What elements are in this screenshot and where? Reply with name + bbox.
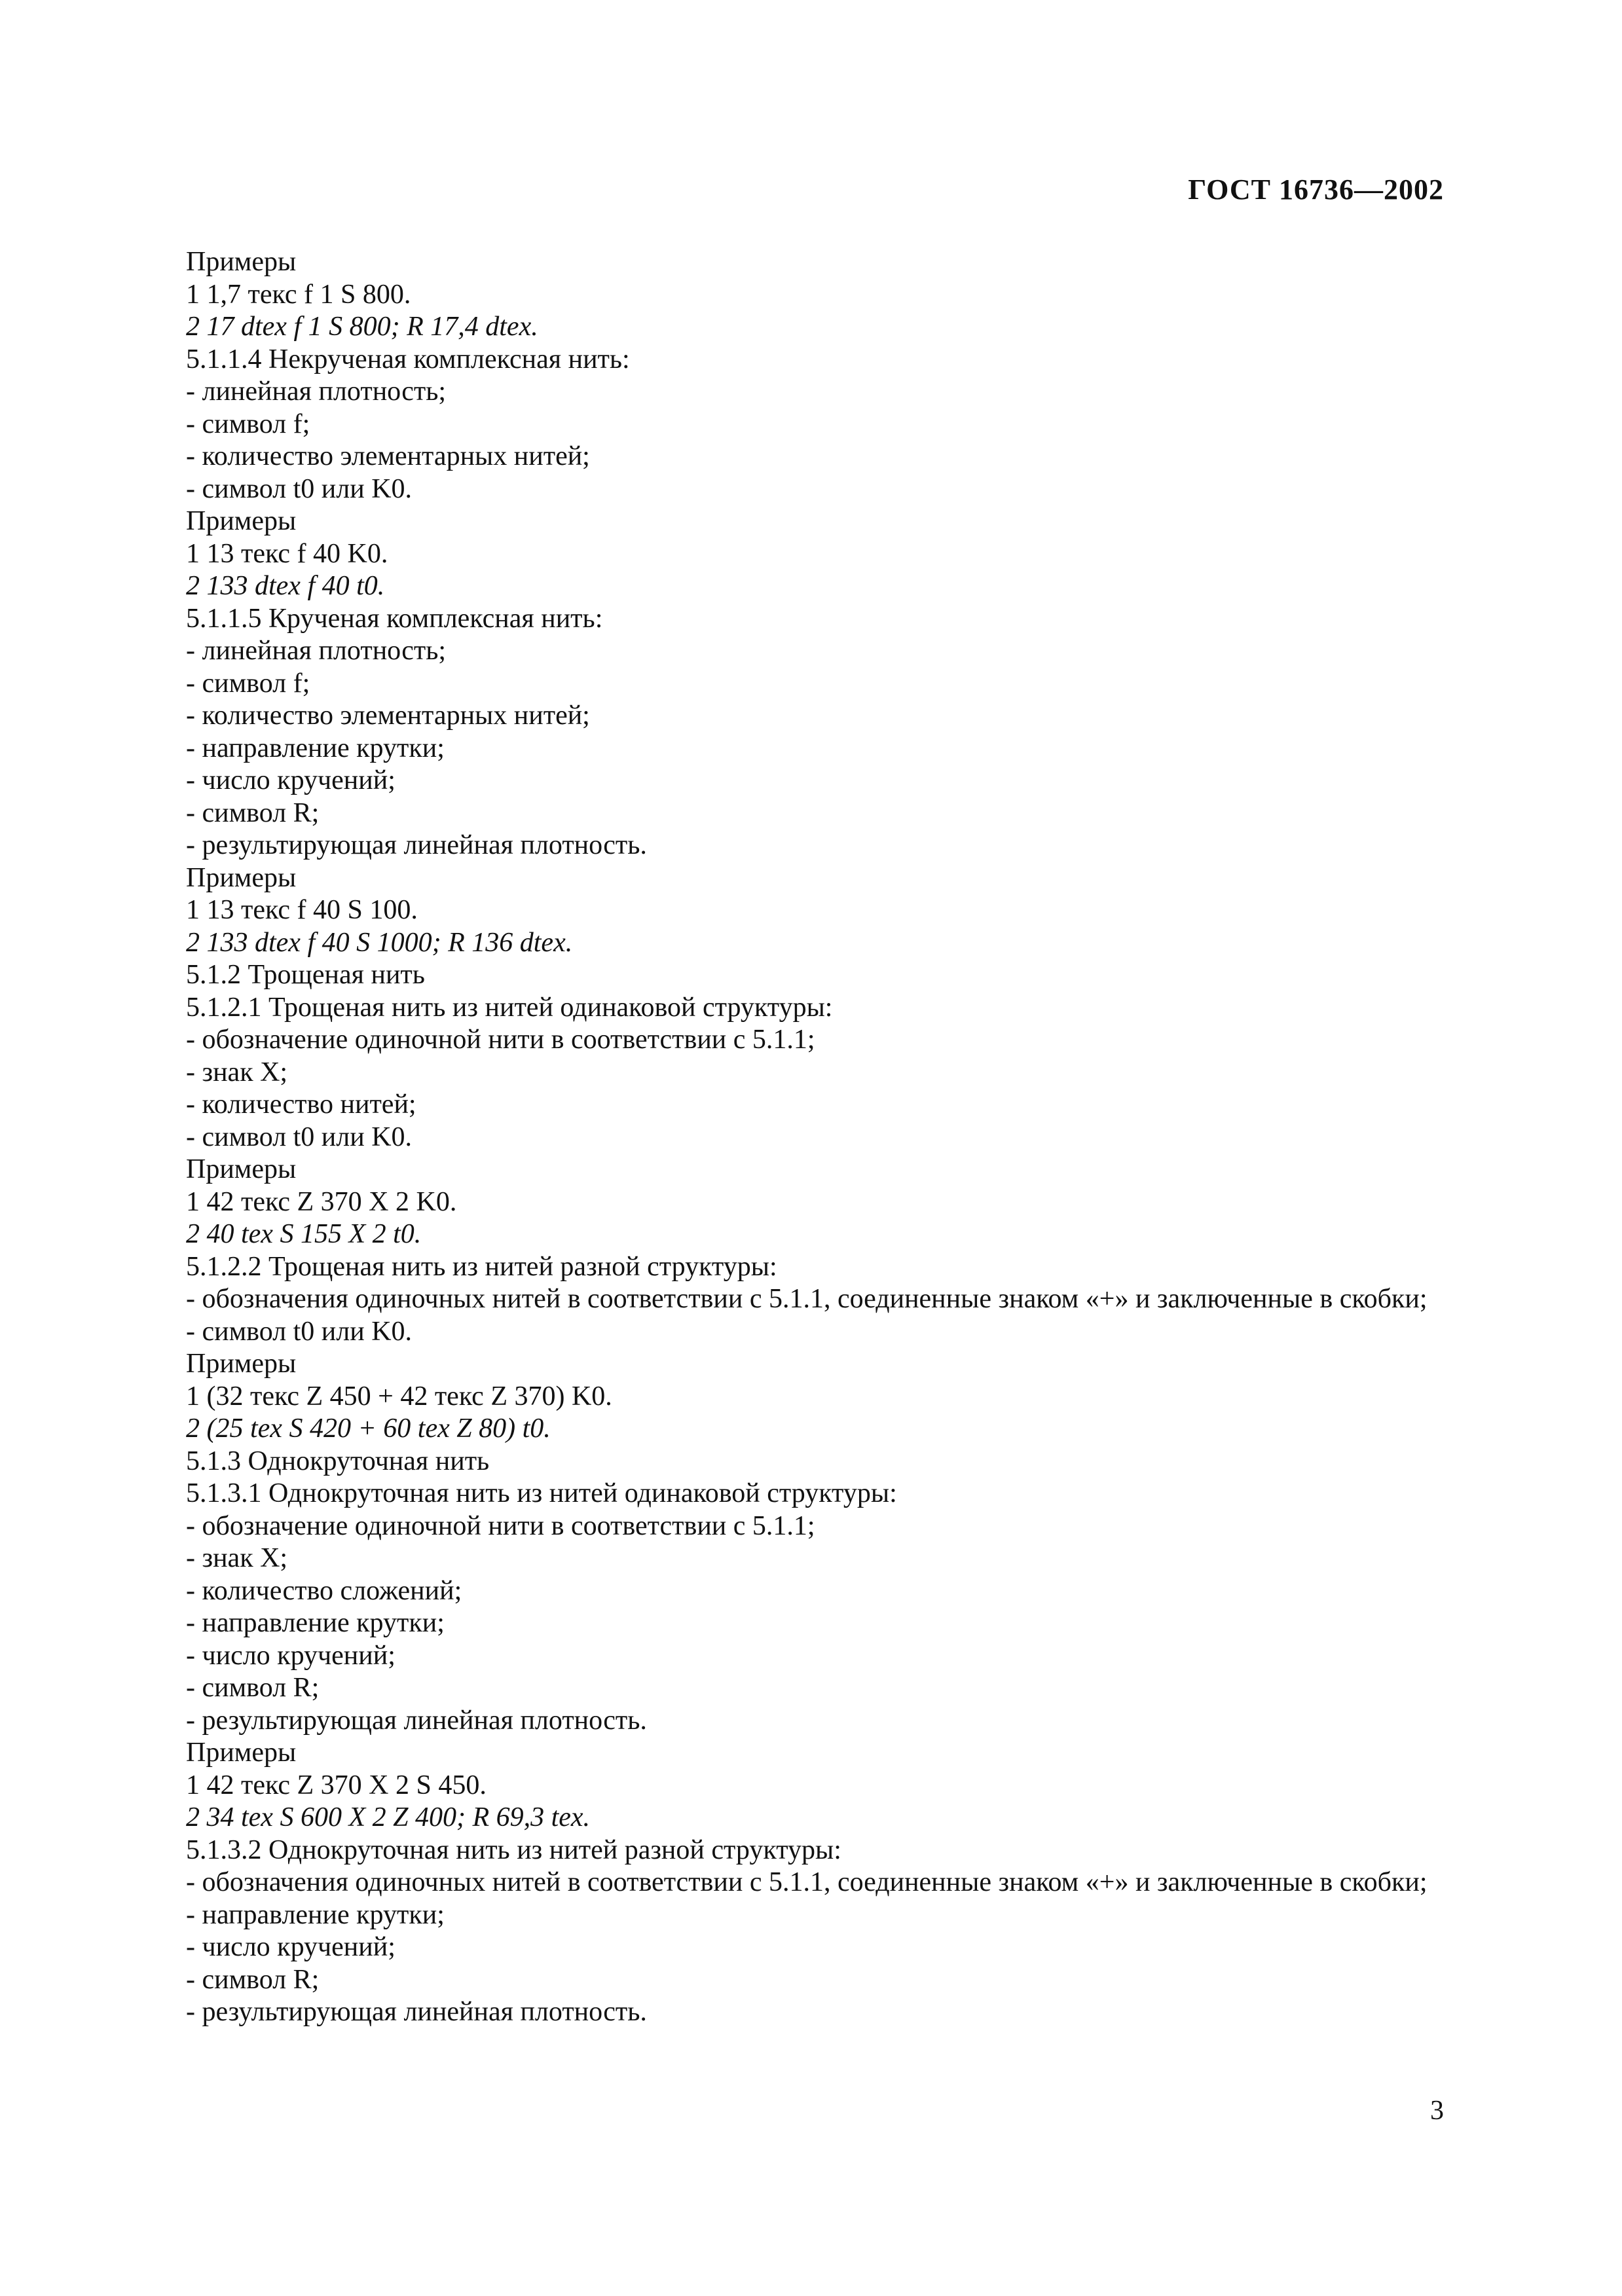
text-line: - число кручений; (186, 1640, 396, 1671)
text-line: 5.1.1.5 Крученая комплексная нить: (186, 603, 603, 634)
text-line: 5.1.2.1 Трощеная нить из нитей одинаковой структуры: (186, 992, 833, 1023)
text-line: - символ t0 или K0. (186, 1121, 413, 1152)
text-line: 2 34 tex S 600 X 2 Z 400; R 69,3 tex. (186, 1802, 591, 1832)
text-line: Примеры (186, 506, 297, 536)
text-line: - линейная плотность; (186, 376, 447, 407)
text-line: Примеры (186, 1349, 297, 1379)
text-line: - обозначение одиночной нити в соответствии с 5.1.1; (186, 1510, 815, 1541)
text-line: 1 13 текс f 40 S 100. (186, 895, 418, 925)
text-line: 2 133 dtex f 40 t0. (186, 571, 385, 601)
text-line: Примеры (186, 862, 297, 893)
text-line: 2 133 dtex f 40 S 1000; R 136 dtex. (186, 927, 573, 958)
text-line: 5.1.2 Трощеная нить (186, 960, 425, 990)
text-line: - число кручений; (186, 1932, 396, 1962)
text-line: - символ f; (186, 668, 310, 699)
text-line: - символ t0 или K0. (186, 1316, 413, 1347)
text-line: - линейная плотность; (186, 636, 447, 666)
text-line: 2 (25 tex S 420 + 60 tex Z 80) t0. (186, 1413, 551, 1444)
text-line: - символ R; (186, 1673, 320, 1703)
text-line: - число кручений; (186, 765, 396, 795)
text-line: 1 42 текс Z 370 X 2 K0. (186, 1186, 457, 1217)
text-line: - количество элементарных нитей; (186, 441, 590, 471)
text-line: 1 (32 текс Z 450 + 42 текс Z 370) K0. (186, 1381, 612, 1412)
text-line: Примеры (186, 1154, 297, 1184)
text-line: 1 1,7 текс f 1 S 800. (186, 279, 411, 310)
text-line: Примеры (186, 1738, 297, 1768)
text-line: - знак X; (186, 1543, 288, 1573)
text-line: - обозначения одиночных нитей в соответствии с 5.1.1, соединенные знаком «+» и заключенные в скобки; (186, 1867, 1428, 1897)
text-line: - направление крутки; (186, 1899, 445, 1930)
text-line: - знак X; (186, 1057, 288, 1087)
text-line: 5.1.3.2 Однокруточная нить из нитей разной структуры: (186, 1834, 841, 1865)
document-body (132, 246, 1444, 2029)
page-number: 3 (1430, 2096, 1444, 2126)
text-line: - направление крутки; (186, 733, 445, 763)
text-line: 2 17 dtex f 1 S 800; R 17,4 dtex. (186, 312, 538, 342)
text-line: 5.1.2.2 Трощеная нить из нитей разной структуры: (186, 1251, 777, 1282)
text-line: - символ t0 или K0. (186, 473, 413, 504)
text-line: - направление крутки; (186, 1608, 445, 1638)
text-line: 5.1.1.4 Некрученая комплексная нить: (186, 344, 630, 374)
text-line: 5.1.3.1 Однокруточная нить из нитей одинаковой структуры: (186, 1478, 897, 1508)
text-line: - символ R; (186, 797, 320, 828)
text-line: - символ R; (186, 1964, 320, 1995)
text-line: Примеры (186, 247, 297, 277)
text-line: - обозначение одиночной нити в соответствии с 5.1.1; (186, 1025, 815, 1055)
text-line: 2 40 tex S 155 X 2 t0. (186, 1219, 422, 1249)
text-line: - количество элементарных нитей; (186, 701, 590, 731)
text-line: - обозначения одиночных нитей в соответствии с 5.1.1, соединенные знаком «+» и заключенные в скобки; (186, 1284, 1428, 1314)
text-line: - количество сложений; (186, 1575, 462, 1606)
text-line: - результирующая линейная плотность. (186, 830, 647, 860)
text-line: 1 13 текс f 40 K0. (186, 538, 388, 569)
text-line: 1 42 текс Z 370 X 2 S 450. (186, 1770, 487, 1800)
text-line: - символ f; (186, 409, 310, 439)
text-line: - количество нитей; (186, 1089, 416, 1120)
text-line: - результирующая линейная плотность. (186, 1997, 647, 2027)
document-header: ГОСТ 16736—2002 (1188, 173, 1444, 206)
text-line: - результирующая линейная плотность. (186, 1705, 647, 1736)
text-line: 5.1.3 Однокруточная нить (186, 1446, 490, 1476)
